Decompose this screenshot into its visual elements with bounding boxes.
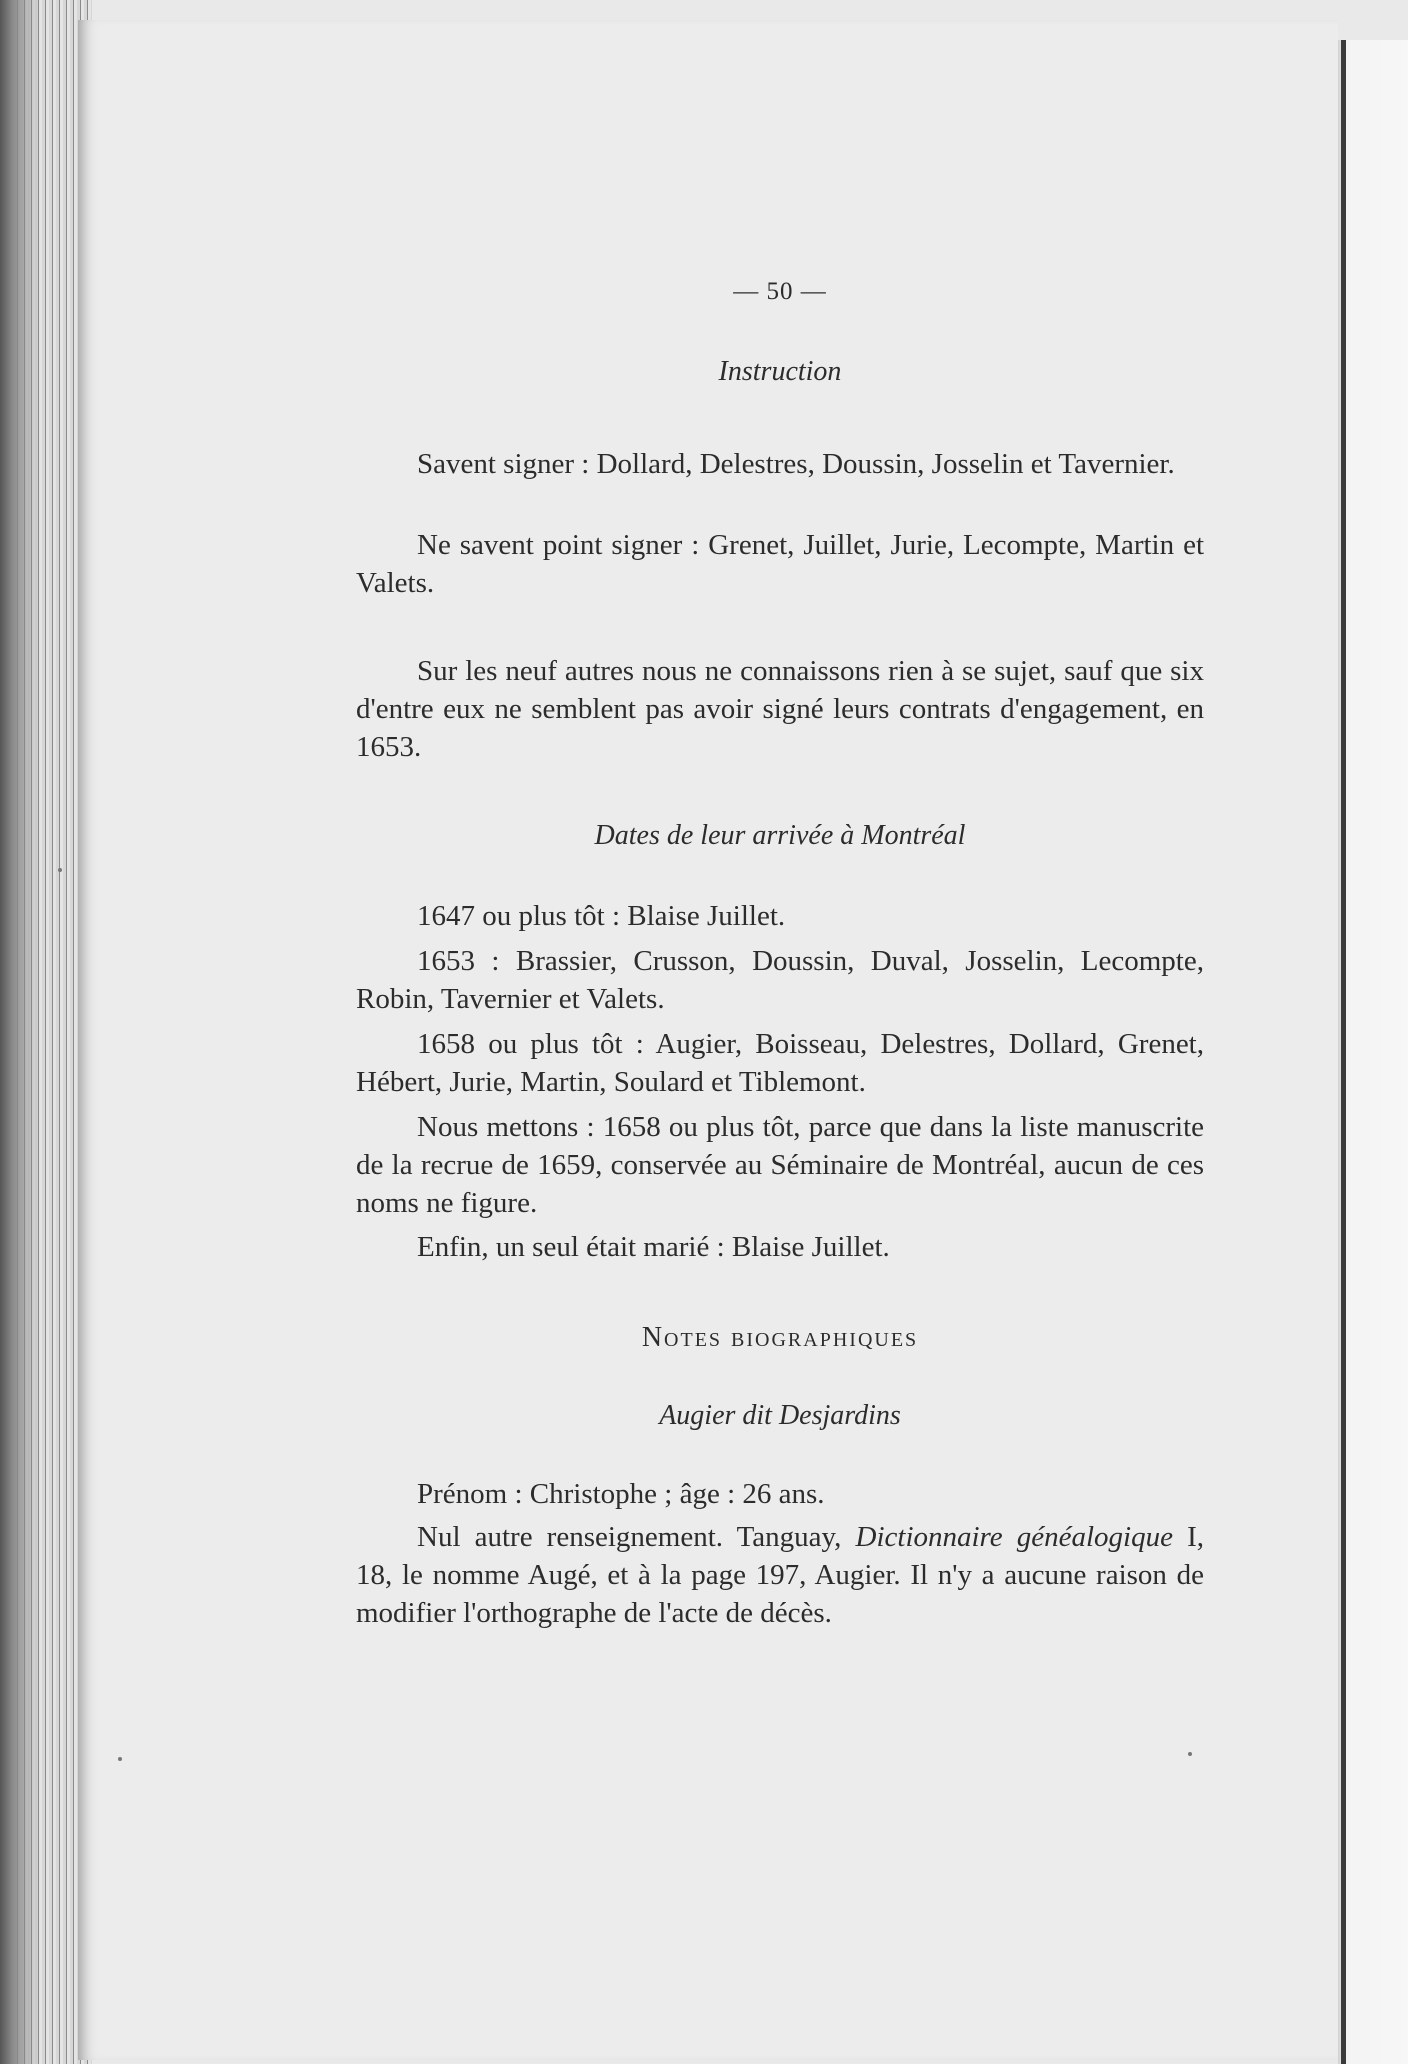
facing-page-edge	[1338, 40, 1408, 2064]
paragraph-ne-savent-point: Ne savent point signer : Grenet, Juillet, Jurie, Lecompte, Martin et Valets.	[356, 529, 1204, 599]
book-spine-shadow	[0, 0, 40, 2064]
page-number: — 50 —	[733, 278, 827, 305]
section-heading-notes: Notes biographiques	[641, 1322, 919, 1353]
paragraph-1658: 1658 ou plus tôt : Augier, Boisseau, Delestres, Dollard, Grenet, Hébert, Jurie, Martin, Soulard et Tiblemont.	[356, 1028, 1204, 1098]
dust-speck	[58, 868, 62, 872]
paragraph-nul-autre	[356, 1518, 1204, 1632]
paragraph-savent-signer: Savent signer : Dollard, Delestres, Doussin, Josselin et Tavernier.	[417, 448, 1175, 480]
paragraph-enfin: Enfin, un seul était marié : Blaise Juillet.	[417, 1231, 890, 1263]
paragraph-1647: 1647 ou plus tôt : Blaise Juillet.	[417, 900, 786, 932]
paragraph-nous-mettons: Nous mettons : 1658 ou plus tôt, parce que dans la liste manuscrite de la recrue de 1659, conservée au Séminaire de Montréal, aucun de ces noms ne figure.	[356, 1111, 1204, 1219]
paragraph-1653: 1653 : Brassier, Crusson, Doussin, Duval, Josselin, Lecompte, Robin, Tavernier et Valets.	[356, 945, 1204, 1015]
paragraph-neuf-autres: Sur les neuf autres nous ne connaissons rien à se sujet, sauf que six d'entre eux ne semblent pas avoir signé leurs contrats d'engagement, en 1653.	[356, 655, 1204, 763]
section-heading-instruction: Instruction	[718, 356, 842, 387]
dust-speck	[1188, 1752, 1192, 1756]
section-heading-dates: Dates de leur arrivée à Montréal	[594, 820, 966, 851]
book-title-dictionnaire: Dictionnaire généalogique	[855, 1521, 1173, 1553]
paragraph-prenom: Prénom : Christophe ; âge : 26 ans.	[417, 1478, 825, 1510]
subheading-augier: Augier dit Desjardins	[659, 1400, 901, 1431]
text-nul-autre-part1: Nul autre renseignement. Tanguay,	[417, 1521, 856, 1553]
page-border-line	[1341, 40, 1346, 2064]
dust-speck	[118, 1757, 122, 1761]
text-nul-autre-part2: I, 18, le nomme Augé, et à la page 197, Augier. Il n'y a aucune raison de modifier l'orthographe de l'acte de décès.	[356, 1521, 1204, 1629]
